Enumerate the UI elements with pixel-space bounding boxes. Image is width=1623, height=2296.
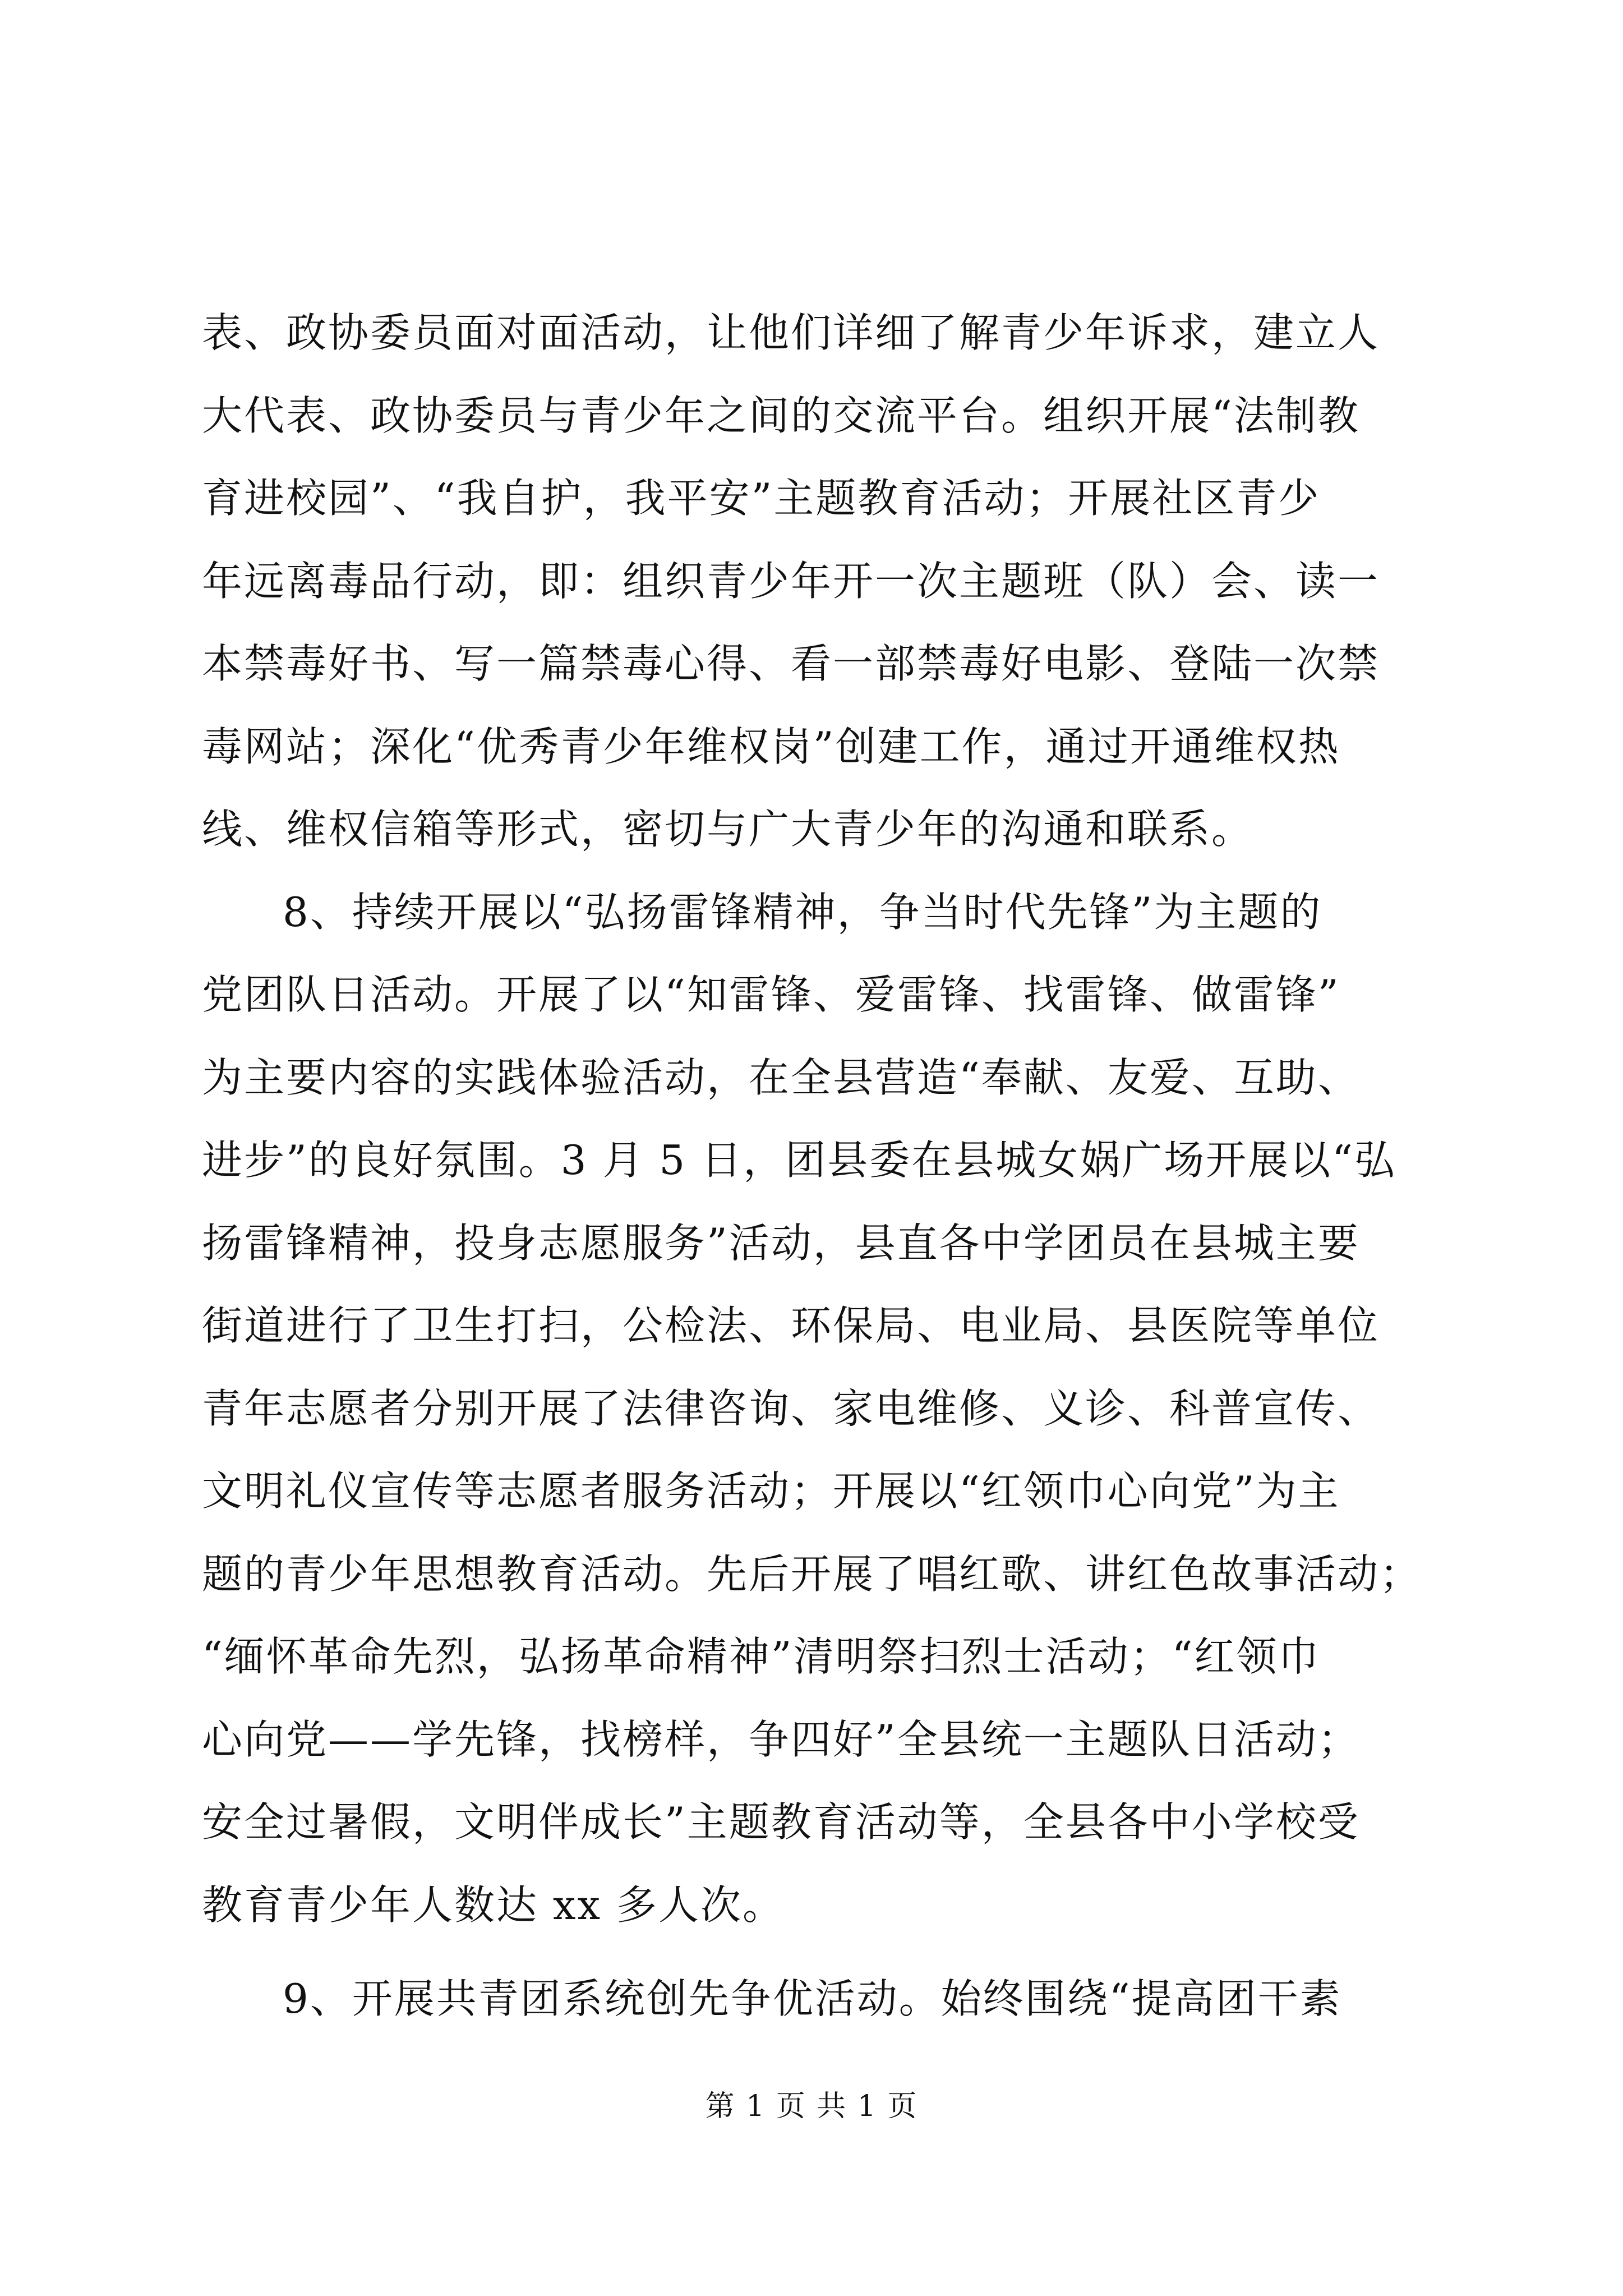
text-line: 题的青少年思想教育活动。先后开展了唱红歌、讲红色故事活动； <box>202 1550 1422 1598</box>
text-line: 线、维权信箱等形式，密切与广大青少年的沟通和联系。 <box>202 806 1254 853</box>
text-line: 安全过暑假，文明伴成长”主题教育活动等，全县各中小学校受 <box>202 1798 1360 1846</box>
text-line: “缅怀革命先烈，弘扬革命精神”清明祭扫烈士活动；“红领巾 <box>202 1633 1321 1680</box>
text-line: 本禁毒好书、写一篇禁毒心得、看一部禁毒好电影、登陆一次禁 <box>202 640 1380 687</box>
document-body <box>202 292 1424 2041</box>
text-line: 街道进行了卫生打扫，公检法、环保局、电业局、县医院等单位 <box>202 1302 1380 1349</box>
text-line: 扬雷锋精神，投身志愿服务”活动，县直各中学团员在县城主要 <box>202 1219 1360 1267</box>
text-line: 心向党——学先锋，找榜样，争四好”全县统一主题队日活动； <box>202 1715 1360 1763</box>
text-line: 进步”的良好氛围。3 月 5 日，团县委在县城女娲广场开展以“弘 <box>202 1137 1396 1184</box>
text-line: 年远离毒品行动，即：组织青少年开一次主题班（队）会、读一 <box>202 557 1380 605</box>
text-line: 教育青少年人数达 xx 多人次。 <box>202 1881 785 1929</box>
text-line: 大代表、政协委员与青少年之间的交流平台。组织开展“法制教 <box>202 392 1360 439</box>
text-line: 党团队日活动。开展了以“知雷锋、爱雷锋、找雷锋、做雷锋” <box>202 971 1340 1018</box>
text-line: 表、政协委员面对面活动，让他们详细了解青少年诉求，建立人 <box>202 309 1380 356</box>
text-line: 青年志愿者分别开展了法律咨询、家电维修、义诊、科普宣传、 <box>202 1384 1380 1432</box>
paragraph-gap <box>202 1947 1424 1958</box>
text-line: 育进校园”、“我自护，我平安”主题教育活动；开展社区青少 <box>202 475 1321 522</box>
text-line: 毒网站；深化“优秀青少年维权岗”创建工作，通过开通维权热 <box>202 723 1340 770</box>
paragraph-start-line: 8、持续开展以“弘扬雷锋精神，争当时代先锋”为主题的 <box>283 888 1322 936</box>
text-line: 为主要内容的实践体验活动，在全县营造“奉献、友爱、互助、 <box>202 1053 1360 1101</box>
page-number-footer: 第 1 页 共 1 页 <box>705 2090 918 2123</box>
paragraph-start-line: 9、开展共青团系统创先争优活动。始终围绕“提高团干素 <box>283 1975 1342 2022</box>
text-line: 文明礼仪宣传等志愿者服务活动；开展以“红领巾心向党”为主 <box>202 1467 1340 1515</box>
